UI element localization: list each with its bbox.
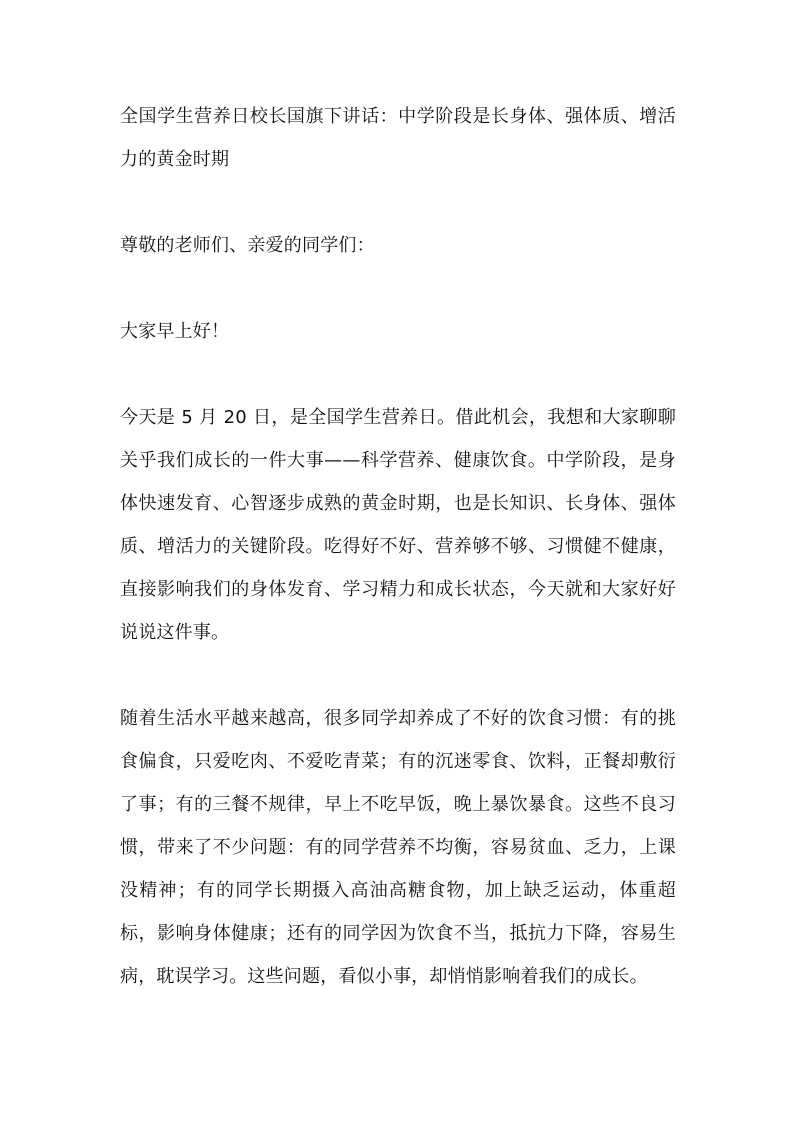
greeting: 大家早上好！ — [120, 321, 230, 342]
paragraph: 随着生活水平越来越高，很多同学却养成了不好的饮食习惯：有的挑食偏食，只爱吃肉、不爱吃青菜；有的沉迷零食、饮料，正餐却敷衍了事；有的三餐不规律，早上不吃早饭，晚上暴饮暴食。这些不良习惯，带来了不少问题：有的同学营养不均衡，容易贫血、乏力，上课没精神；有的同学长期摄入高油高糖食物，加上缺乏运动，体重超标，影响身体健康；还有的同学因为饮食不当，抵抗力下降，容易生病，耽误学习。这些问题，看似小事，却悄悄影响着我们的成长。 — [120, 708, 676, 987]
document-body — [120, 95, 676, 998]
salutation: 尊敬的老师们、亲爱的同学们： — [120, 235, 375, 256]
paragraph: 今天是 5 月 20 日，是全国学生营养日。借此机会，我想和大家聊聊关乎我们成长的一件大事——科学营养、健康饮食。中学阶段，是身体快速发育、心智逐步成熟的黄金时期，也是长知识、长身体、强体质、增活力的关键阶段。吃得好不好、营养够不够、习惯健不健康，直接影响我们的身体发育、学习精力和成长状态，今天就和大家好好说说这件事。 — [120, 407, 676, 643]
document-title: 全国学生营养日校长国旗下讲话：中学阶段是长身体、强体质、增活力的黄金时期 — [120, 106, 676, 170]
